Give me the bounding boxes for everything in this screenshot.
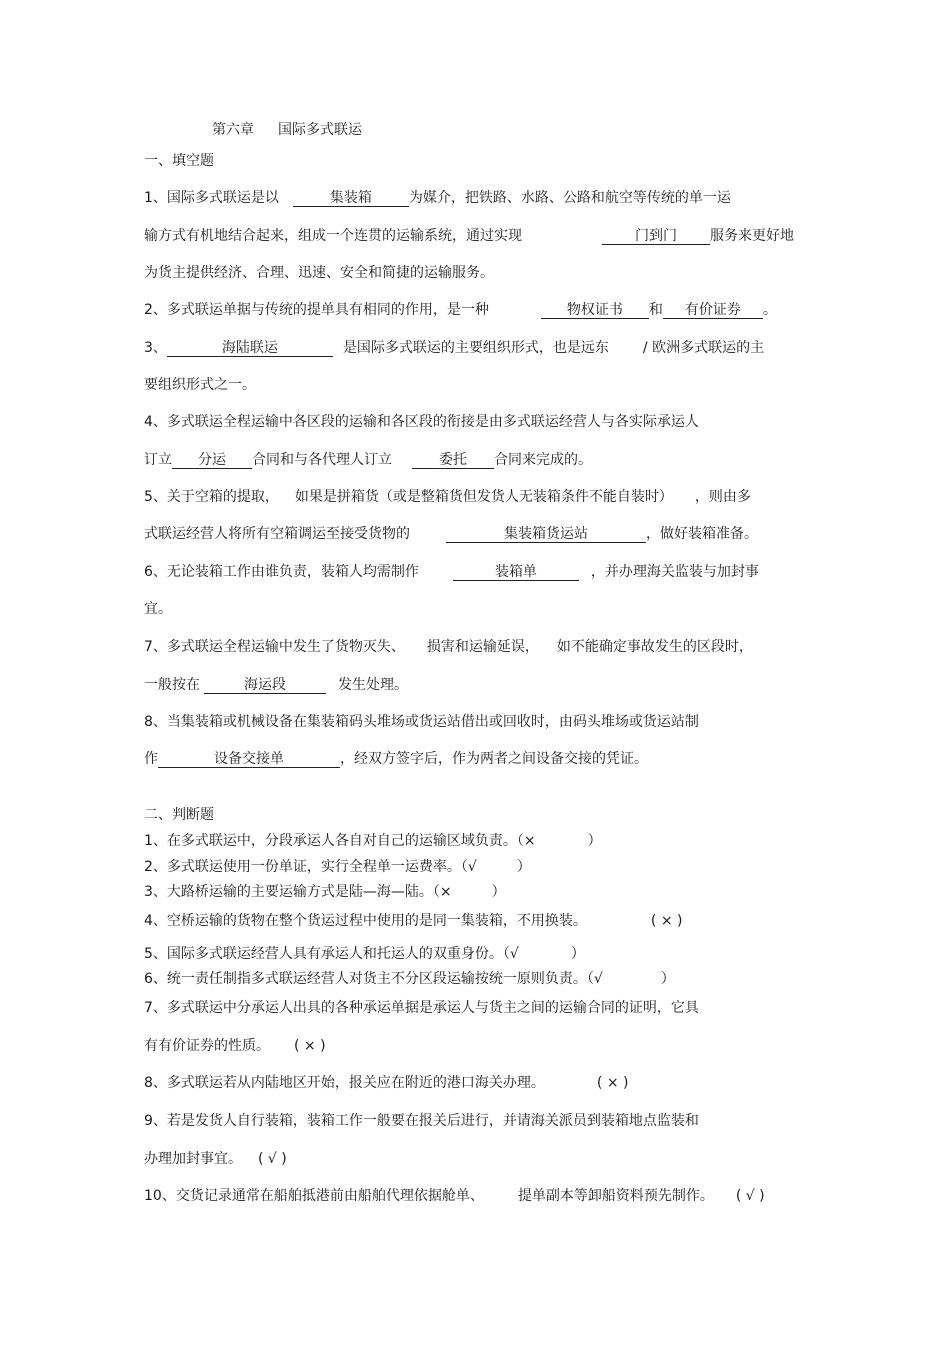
answer-mark: ( √ )	[258, 1151, 287, 1167]
question-text: 5、国际多式联运经营人具有承运人和托运人的双重身份。（√	[144, 946, 519, 962]
question-text: ，做好装箱准备。	[646, 526, 758, 542]
question-text: 式联运经营人将所有空箱调运至接受货物的	[144, 526, 410, 542]
question-text: 1、国际多式联运是以	[144, 190, 279, 206]
question-text: 8、多式联运若从内陆地区开始，报关应在附近的港口海关办理。	[144, 1075, 545, 1091]
question-text: 合同来完成的。	[494, 452, 592, 468]
answer-blank: 设备交接单	[158, 751, 340, 768]
question-text: 是国际多式联运的主要组织形式，也是远东	[342, 340, 609, 356]
judge-q4	[144, 912, 682, 930]
fill-q8-line1: 8、当集装箱或机械设备在集装箱码头堆场或货运站借出或回收时，由码头堆场或货运站制	[144, 714, 699, 730]
question-text: 6、无论装箱工作由谁负责，装箱人均需制作	[144, 564, 419, 580]
question-text: 输方式有机地结合起来，组成一个连贯的运输系统，通过实现	[144, 228, 522, 244]
question-text: 4、空桥运输的货物在整个货运过程中使用的是同一集装箱，不用换装。	[144, 913, 587, 929]
judge-q9-line2	[144, 1150, 287, 1168]
question-text: 作	[144, 751, 158, 767]
question-text: 如果是拼箱货（或是整箱货但发货人无装箱条件不能自装时）	[294, 489, 673, 505]
judge-q8	[144, 1074, 628, 1092]
question-text: 1、在多式联运中，分段承运人各自对自己的运输区域负责。（×	[144, 833, 536, 849]
answer-blank: 物权证书	[541, 302, 649, 319]
question-text: 和	[648, 302, 663, 318]
judge-q9-line1: 9、若是发货人自行装箱，装箱工作一般要在报关后进行，并请海关派员到装箱地点监装和	[144, 1113, 699, 1129]
judge-q5	[144, 945, 585, 963]
question-text: 2、多式联运单据与传统的提单具有相同的作用，是一种	[144, 302, 489, 318]
fill-q3-line2: 要组织形式之一。	[144, 377, 256, 393]
answer-blank: 委托	[412, 452, 494, 469]
judge-q2	[144, 858, 531, 876]
fill-q1-line1	[144, 189, 731, 207]
answer-blank: 海陆联运	[167, 340, 333, 357]
question-text: / 欧洲多式联运的主	[642, 340, 765, 356]
question-text: 损害和运输延误，	[426, 639, 539, 655]
judge-q3	[144, 883, 506, 901]
question-text: ，经双方签字后，作为两者之间设备交接的凭证。	[340, 751, 648, 767]
answer-mark: ( × )	[650, 913, 683, 929]
question-text: 服务来更好地	[710, 228, 794, 244]
question-text: 6、统一责任制指多式联运经营人对货主不分区段运输按统一原则负责。（√	[144, 971, 603, 987]
answer-blank: 分运	[172, 452, 252, 469]
question-text: 7、多式联运全程运输中发生了货物灭失、	[144, 639, 405, 655]
question-text: 3、	[144, 340, 167, 356]
fill-q6-line2: 宜。	[144, 601, 172, 617]
question-text: 。	[762, 302, 777, 318]
fill-q4-line2	[144, 451, 592, 469]
fill-q7-line1	[144, 638, 753, 656]
question-text: ，并办理海关监装与加封事	[590, 564, 759, 580]
question-text: 发生处理。	[338, 677, 408, 693]
fill-q5-line1	[144, 488, 751, 506]
question-text: 5、关于空箱的提取，	[144, 489, 279, 505]
fill-q8-line2	[144, 750, 648, 768]
question-text: 提单副本等卸船资料预先制作。	[517, 1188, 714, 1204]
fill-q6-line1	[144, 563, 759, 581]
answer-blank: 有价证券	[663, 302, 763, 319]
answer-blank: 集装箱货运站	[446, 526, 646, 543]
question-text: 办理加封事宜。	[144, 1151, 242, 1167]
section-heading-fill: 一、填空题	[144, 153, 214, 169]
question-text: 为媒介，把铁路、水路、公路和航空等传统的单一运	[408, 190, 731, 206]
judge-q6	[144, 970, 675, 988]
fill-q7-line2	[144, 676, 408, 694]
answer-mark: ( × )	[596, 1075, 629, 1091]
fill-q1-line2	[144, 227, 794, 245]
chapter-title	[212, 121, 362, 139]
judge-q7-line2	[144, 1037, 326, 1055]
fill-q3-line1	[144, 339, 764, 357]
question-text: ）	[491, 884, 506, 900]
fill-q1-line3: 为货主提供经济、合理、迅速、安全和简捷的运输服务。	[144, 265, 494, 281]
section-heading-judge: 二、判断题	[144, 807, 214, 823]
question-text: ，则由多	[694, 489, 751, 505]
question-text: 订立	[144, 452, 172, 468]
fill-q5-line2	[144, 525, 758, 543]
question-text: 3、大路桥运输的主要运输方式是陆—海—陆。（×	[144, 884, 452, 900]
question-text: 如不能确定事故发生的区段时，	[556, 639, 753, 655]
judge-q1	[144, 832, 602, 850]
judge-q10	[144, 1187, 765, 1205]
answer-mark: ( √ )	[735, 1188, 765, 1204]
question-text: ）	[516, 859, 531, 875]
question-text: ）	[570, 946, 585, 962]
question-text: ）	[660, 971, 675, 987]
question-text: 2、多式联运使用一份单证，实行全程单一运费率。（√	[144, 859, 477, 875]
answer-blank: 门到门	[602, 228, 710, 245]
question-text: ）	[587, 833, 602, 849]
chapter-name: 国际多式联运	[278, 122, 362, 138]
answer-blank: 集装箱	[293, 190, 409, 207]
judge-q7-line1: 7、多式联运中分承运人出具的各种承运单据是承运人与货主之间的运输合同的证明，它具	[144, 1000, 699, 1016]
answer-blank: 海运段	[204, 677, 326, 694]
question-text: 一般按在	[144, 677, 200, 693]
fill-q4-line1: 4、多式联运全程运输中各区段的运输和各区段的衔接是由多式联运经营人与各实际承运人	[144, 414, 699, 430]
answer-mark: ( × )	[294, 1038, 326, 1054]
question-text: 10、交货记录通常在船舶抵港前由船舶代理依据舱单、	[144, 1188, 484, 1204]
question-text: 有有价证券的性质。	[144, 1038, 270, 1054]
answer-blank: 装箱单	[453, 564, 579, 581]
chapter-number: 第六章	[212, 122, 254, 138]
fill-q2	[144, 301, 777, 319]
question-text: 合同和与各代理人订立	[252, 452, 392, 468]
